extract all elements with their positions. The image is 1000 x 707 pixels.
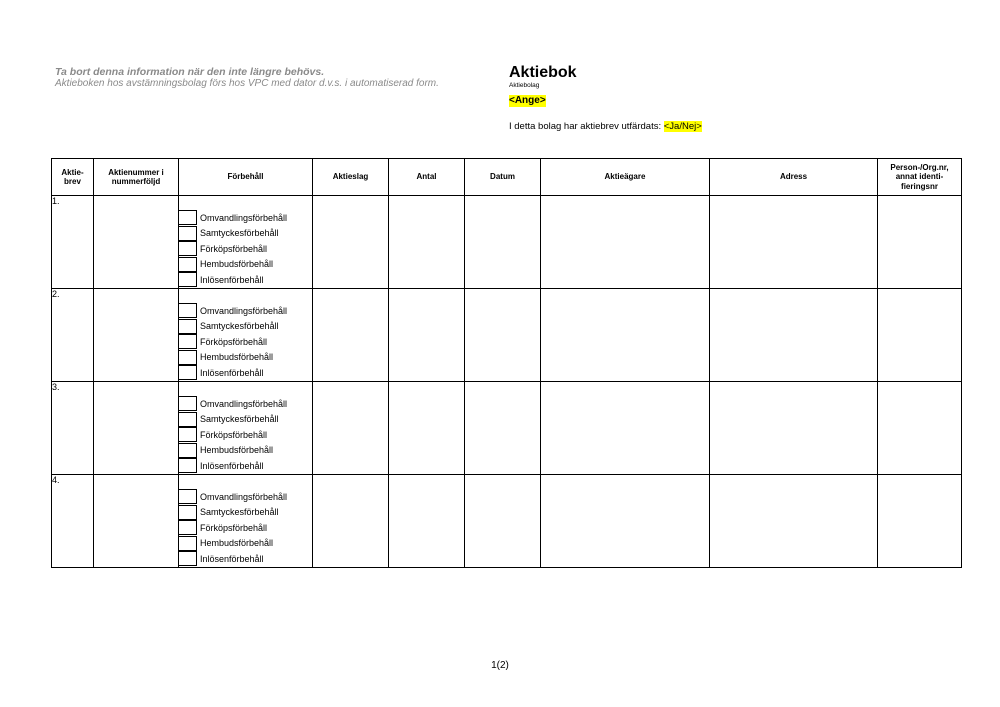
reservation-label: Inlösenförbehåll: [200, 553, 264, 564]
reservation-checkbox[interactable]: [179, 536, 197, 551]
share-certificate-number-cell[interactable]: 2.: [52, 289, 94, 382]
reservations-cell: [179, 289, 313, 382]
reservation-checkbox[interactable]: [179, 551, 197, 566]
reservation-checkbox[interactable]: [179, 350, 197, 365]
reservation-label: Förköpsförbehåll: [200, 243, 268, 254]
company-name-placeholder[interactable]: <Ange>: [509, 95, 546, 106]
reservation-label: Samtyckesförbehåll: [200, 228, 279, 239]
document-title: Aktiebok: [509, 64, 577, 81]
reservation-item: [179, 334, 312, 350]
reservations-cell: [179, 196, 313, 289]
reservation-label: Hembudsförbehåll: [200, 445, 274, 456]
column-header: Förbehåll: [179, 159, 313, 196]
reservation-checkbox[interactable]: [179, 241, 197, 256]
reservation-label: Omvandlingsförbehåll: [200, 398, 288, 409]
table-row: [52, 289, 962, 382]
reservation-label: Samtyckesförbehåll: [200, 321, 279, 332]
issued-certificates-line: [509, 121, 702, 133]
table-row: [52, 382, 962, 475]
reservation-label: Hembudsförbehåll: [200, 538, 274, 549]
reservation-label: Inlösenförbehåll: [200, 367, 264, 378]
shareholder-cell[interactable]: [541, 382, 710, 475]
reservation-item: [179, 210, 312, 226]
share-class-cell[interactable]: [313, 289, 389, 382]
reservation-checkbox[interactable]: [179, 272, 197, 287]
reservation-label: Förköpsförbehåll: [200, 522, 268, 533]
table-header-row: [52, 159, 962, 196]
reservation-item: [179, 303, 312, 319]
address-cell[interactable]: [710, 382, 878, 475]
reservation-checkbox[interactable]: [179, 505, 197, 520]
reservation-checkbox[interactable]: [179, 257, 197, 272]
share-class-cell[interactable]: [313, 475, 389, 568]
share-number-cell[interactable]: [94, 382, 179, 475]
reservation-label: Förköpsförbehåll: [200, 429, 268, 440]
reservation-item: [179, 443, 312, 459]
reservation-checkbox[interactable]: [179, 226, 197, 241]
reservations-cell: [179, 382, 313, 475]
table-row: [52, 196, 962, 289]
quantity-cell[interactable]: [389, 475, 465, 568]
column-header: Datum: [465, 159, 541, 196]
reservation-item: [179, 319, 312, 335]
reservation-checkbox[interactable]: [179, 365, 197, 380]
reservation-label: Hembudsförbehåll: [200, 352, 274, 363]
shareholder-cell[interactable]: [541, 289, 710, 382]
address-cell[interactable]: [710, 289, 878, 382]
reservation-item: [179, 226, 312, 242]
date-cell[interactable]: [465, 196, 541, 289]
quantity-cell[interactable]: [389, 196, 465, 289]
date-cell[interactable]: [465, 289, 541, 382]
reservation-list: [179, 489, 312, 567]
column-header: Aktieägare: [541, 159, 710, 196]
reservation-label: Förköpsförbehåll: [200, 336, 268, 347]
reservation-item: [179, 520, 312, 536]
date-cell[interactable]: [465, 475, 541, 568]
info-note-title: Ta bort denna information när den inte längre behövs.: [55, 66, 325, 78]
address-cell[interactable]: [710, 196, 878, 289]
info-note: [55, 66, 495, 90]
quantity-cell[interactable]: [389, 289, 465, 382]
reservation-item: [179, 412, 312, 428]
column-header: Aktieslag: [313, 159, 389, 196]
column-header: Aktie- brev: [52, 159, 94, 196]
reservation-checkbox[interactable]: [179, 319, 197, 334]
reservation-label: Samtyckesförbehåll: [200, 507, 279, 518]
reservation-label: Samtyckesförbehåll: [200, 414, 279, 425]
reservation-item: [179, 458, 312, 474]
reservation-item: [179, 365, 312, 381]
share-class-cell[interactable]: [313, 196, 389, 289]
info-note-text: Aktieboken hos avstämningsbolag förs hos VPC med dator d.v.s. i automatiserad form.: [55, 78, 439, 89]
reservation-label: Hembudsförbehåll: [200, 259, 274, 270]
reservation-item: [179, 396, 312, 412]
reservation-checkbox[interactable]: [179, 396, 197, 411]
column-header: Antal: [389, 159, 465, 196]
reservation-item: [179, 241, 312, 257]
reservation-checkbox[interactable]: [179, 427, 197, 442]
column-header: Person-/Org.nr, annat identi- fieringsnr: [878, 159, 962, 196]
column-header: Adress: [710, 159, 878, 196]
share-number-cell[interactable]: [94, 289, 179, 382]
share-certificate-number-cell[interactable]: 4.: [52, 475, 94, 568]
share-register-table: [51, 158, 962, 568]
reservation-label: Omvandlingsförbehåll: [200, 491, 288, 502]
reservation-item: [179, 536, 312, 552]
reservations-cell: [179, 475, 313, 568]
reservation-label: Omvandlingsförbehåll: [200, 305, 288, 316]
id-number-cell[interactable]: [878, 382, 962, 475]
reservation-item: [179, 427, 312, 443]
reservation-item: [179, 272, 312, 288]
address-cell[interactable]: [710, 475, 878, 568]
shareholder-cell[interactable]: [541, 196, 710, 289]
column-header: Aktienummer i nummerföljd: [94, 159, 179, 196]
reservation-list: [179, 396, 312, 474]
reservation-checkbox[interactable]: [179, 443, 197, 458]
table-row: [52, 475, 962, 568]
reservation-item: [179, 257, 312, 273]
reservation-list: [179, 210, 312, 288]
table-body: [52, 196, 962, 568]
reservation-checkbox[interactable]: [179, 210, 197, 225]
reservation-checkbox[interactable]: [179, 334, 197, 349]
share-class-cell[interactable]: [313, 382, 389, 475]
share-certificate-number-cell[interactable]: 1.: [52, 196, 94, 289]
reservation-label: Inlösenförbehåll: [200, 460, 264, 471]
reservation-item: [179, 505, 312, 521]
share-number-cell[interactable]: [94, 475, 179, 568]
shareholder-cell[interactable]: [541, 475, 710, 568]
reservation-checkbox[interactable]: [179, 303, 197, 318]
reservation-item: [179, 489, 312, 505]
reservation-checkbox[interactable]: [179, 458, 197, 473]
id-number-cell[interactable]: [878, 196, 962, 289]
document-header: [509, 64, 702, 133]
reservation-checkbox[interactable]: [179, 412, 197, 427]
reservation-label: Omvandlingsförbehåll: [200, 212, 288, 223]
share-certificate-number-cell[interactable]: 3.: [52, 382, 94, 475]
reservation-item: [179, 551, 312, 567]
reservation-checkbox[interactable]: [179, 520, 197, 535]
share-number-cell[interactable]: [94, 196, 179, 289]
id-number-cell[interactable]: [878, 475, 962, 568]
reservation-item: [179, 350, 312, 366]
page-number: 1(2): [491, 660, 509, 671]
reservation-label: Inlösenförbehåll: [200, 274, 264, 285]
quantity-cell[interactable]: [389, 382, 465, 475]
document-subtitle: Aktiebolag: [509, 82, 540, 89]
date-cell[interactable]: [465, 382, 541, 475]
id-number-cell[interactable]: [878, 289, 962, 382]
issued-value[interactable]: <Ja/Nej>: [663, 121, 702, 132]
issued-label: I detta bolag har aktiebrev utfärdats:: [509, 121, 662, 132]
reservation-checkbox[interactable]: [179, 489, 197, 504]
reservation-list: [179, 303, 312, 381]
